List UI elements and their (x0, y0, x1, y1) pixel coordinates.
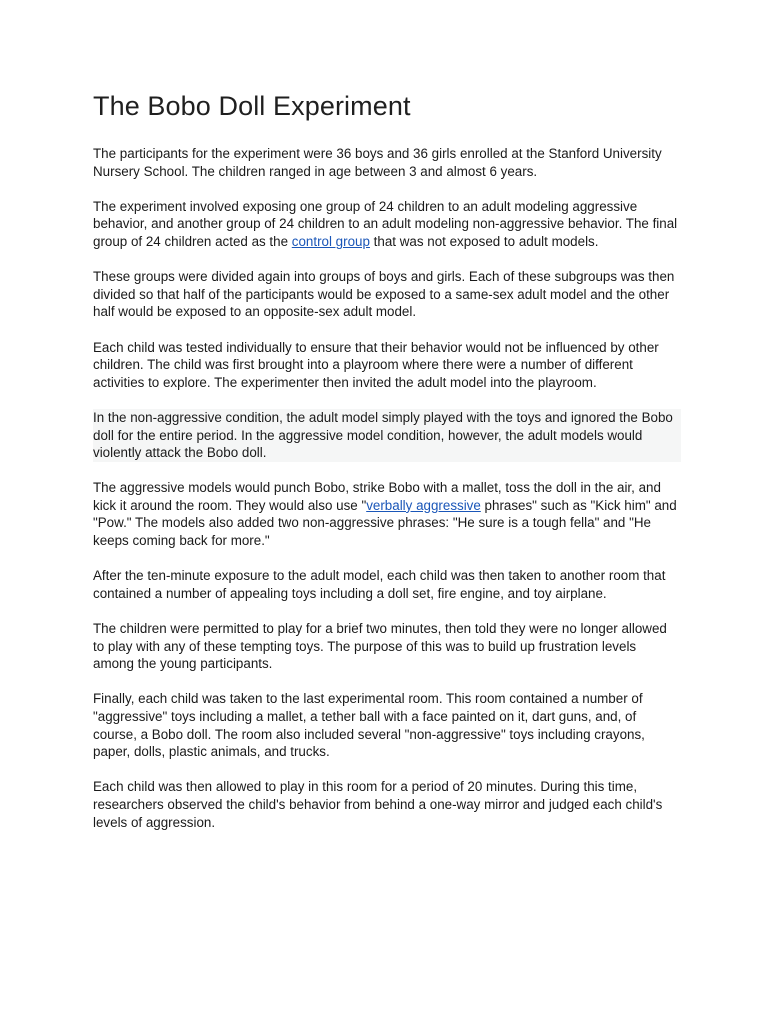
verbally-aggressive-link[interactable]: verbally aggressive (366, 497, 481, 513)
paragraph-subgroups: These groups were divided again into groups of boys and girls. Each of these subgroups was then divided so that half of the participants would be exposed to a same-sex adult model and the other half would be exposed to an opposite-sex adult model. (93, 269, 675, 320)
paragraph-text: The experiment involved exposing one group of 24 children to an adult modeling aggressive behavior, and another group of 24 children to an adult modeling non-aggressive behavior. The final group of 24 children acted as the (93, 198, 678, 249)
paragraph-aggressive-models (93, 479, 678, 549)
page-title: The Bobo Doll Experiment (93, 91, 411, 121)
paragraph-text: that was not exposed to adult models. (369, 233, 599, 249)
paragraph-conditions: In the non-aggressive condition, the adult model simply played with the toys and ignored the Bobo doll for the entire period. In the aggressive model condition, however, the adult models would violently attack the Bobo doll. (93, 409, 681, 462)
paragraph-exposure: After the ten-minute exposure to the adult model, each child was then taken to another room that contained a number of appealing toys including a doll set, fire engine, and toy airplane. (93, 568, 666, 601)
paragraph-observation: Each child was then allowed to play in this room for a period of 20 minutes. During this time, researchers observed the child's behavior from behind a one-way mirror and judged each child's levels of aggression. (93, 779, 663, 830)
paragraph-testing: Each child was tested individually to ensure that their behavior would not be influenced by other children. The child was first brought into a playroom where there were a number of different activities to explore. The experimenter then invited the adult model into the playroom. (93, 339, 659, 390)
control-group-link[interactable]: control group (291, 233, 370, 249)
paragraph-text: The aggressive models would punch Bobo, strike Bobo with a mallet, toss the doll in the air, and kick it around the room. They would also use " (93, 480, 661, 513)
paragraph-text: phrases" such as "Kick him" and "Pow." The models also added two non-aggressive phrases: "He sure is a tough fella" and "He keeps coming back for more." (93, 497, 677, 549)
paragraph-groups (93, 198, 678, 251)
document-page (93, 86, 678, 849)
paragraph-participants: The participants for the experiment were 36 boys and 36 girls enrolled at the Stanford University Nursery School. The children ranged in age between 3 and almost 6 years. (93, 146, 662, 179)
paragraph-frustration: The children were permitted to play for a brief two minutes, then told they were no longer allowed to play with any of these tempting toys. The purpose of this was to build up frustration levels among the young participants. (93, 621, 667, 672)
paragraph-final-room: Finally, each child was taken to the last experimental room. This room contained a number of "aggressive" toys including a mallet, a tether ball with a face painted on it, dart guns, and, of course, a Bobo doll. The room also included several "non-aggressive" toys including crayons, paper, dolls, plastic animals, and trucks. (93, 691, 645, 760)
